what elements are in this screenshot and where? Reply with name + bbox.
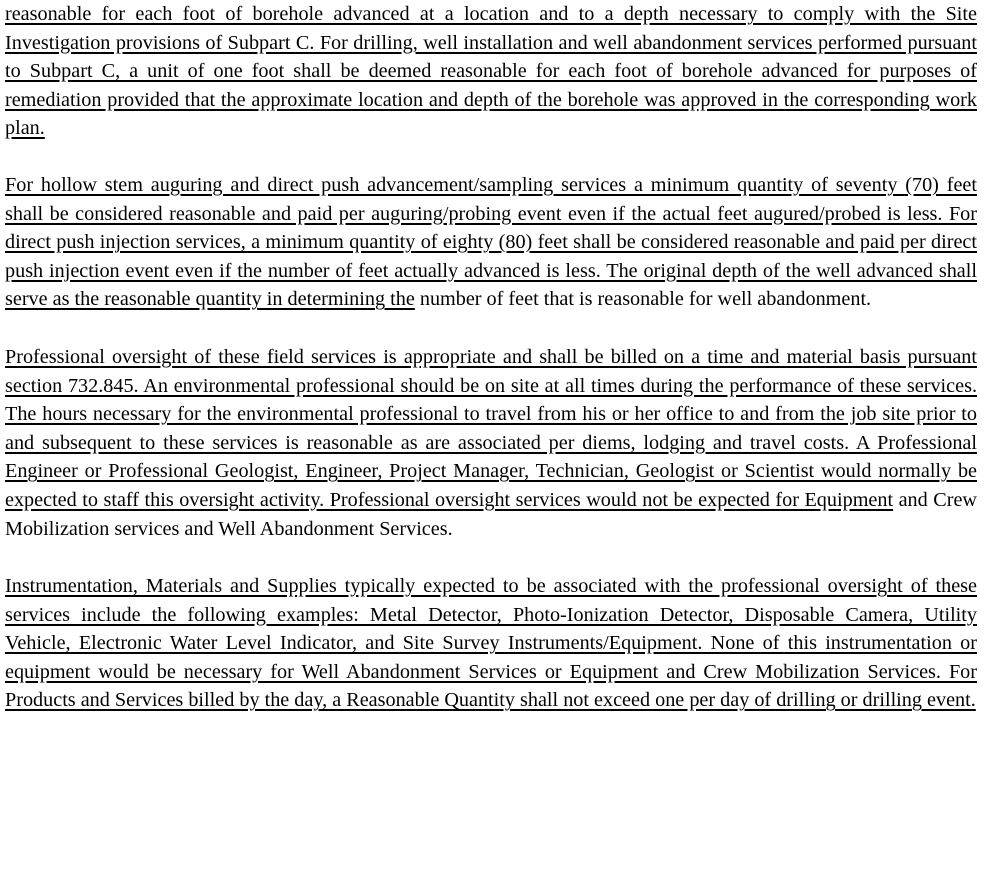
underlined-text: Instrumentation, Materials and Supplies typically expected to be associated with the professional oversight of these services include the following examples: Metal Detector, Photo-Ionization Detector, Disposable Camera, Utility Vehicle, Electronic Water Level Indicator, and Site Survey Instruments/Equipment. None of this instrumentation or equipment would be necessary for Well Abandonment Services or Equipment and Crew Mobilization Services. For Products and Services billed by the day, a Reasonable Quantity shall not exceed one per day of drilling or drilling event. [5, 575, 977, 712]
underlined-text: For hollow stem auguring and direct push advancement/sampling services a minimum quantity of seventy (70) feet shall be considered reasonable and paid per auguring/probing event even if the actual feet augured/probed is less. For direct push injection services, a minimum quantity of eighty (80) feet shall be considered reasonable and paid per direct push injection event even if the number of feet actually advanced is less. The original depth of the well advanced shall serve as the reasonable quantity in determining the [5, 173, 977, 311]
document-page [5, 0, 977, 715]
paragraph-borehole-reasonableness [5, 0, 977, 143]
plain-text: and Crew Mobilization services and Well Abandonment Services. [5, 488, 977, 540]
underlined-text: Professional oversight of these field services is appropriate and shall be billed on a time and material basis pursuant section 732.845. An environmental professional should be on site at all times during the performance of these services. The hours necessary for the environmental professional to travel from his or her office to and from the job site prior to and subsequent to these services is reasonable as are associated per diems, lodging and travel costs. A Professional Engineer or Professional Geologist, Engineer, Project Manager, Technician, Geologist or Scientist would normally be expected to staff this oversight activity. Professional oversight services would not be expected for Equipment [5, 345, 977, 511]
paragraph-minimum-quantity [5, 171, 977, 314]
paragraph-instrumentation [5, 572, 977, 715]
paragraph-professional-oversight [5, 343, 977, 543]
underlined-text: reasonable for each foot of borehole advanced at a location and to a depth necessary to comply with the Site Investigation provisions of Subpart C. For drilling, well installation and well abandonment services performed pursuant to Subpart C, a unit of one foot shall be deemed reasonable for each foot of borehole advanced for purposes of remediation provided that the approximate location and depth of the borehole was approved in the corresponding work plan. [5, 3, 977, 140]
plain-text: number of feet that is reasonable for well abandonment. [414, 288, 872, 311]
